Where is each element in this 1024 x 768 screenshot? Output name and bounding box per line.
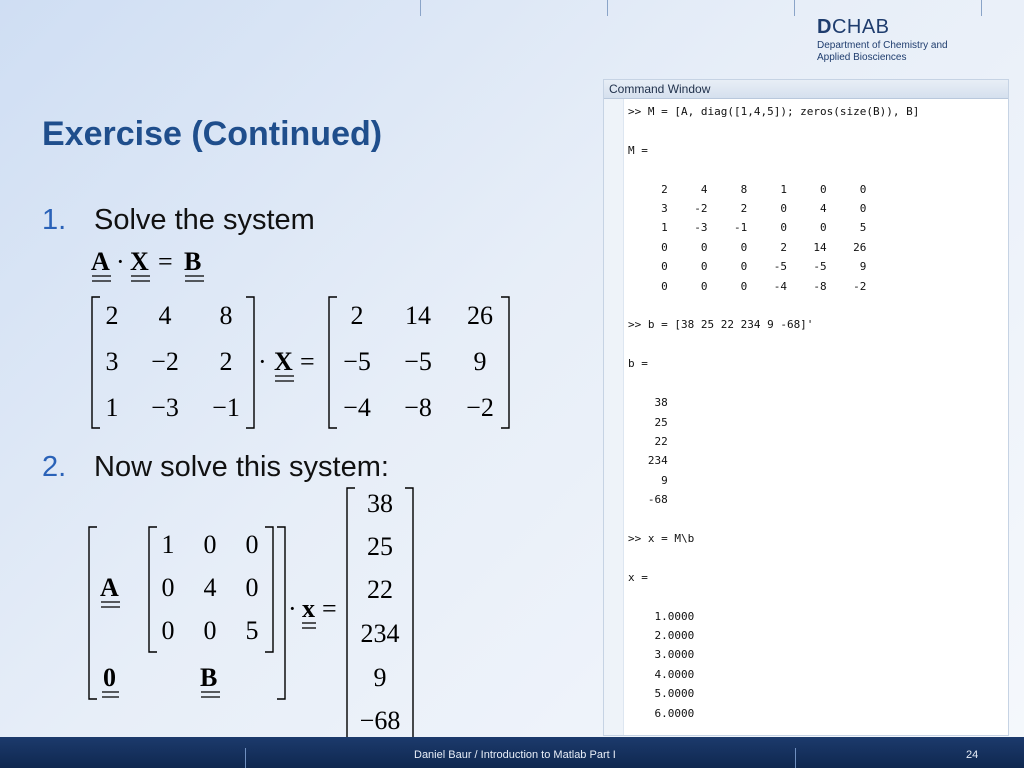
svg-text:−2: −2	[151, 347, 179, 376]
svg-text:4: 4	[158, 301, 172, 330]
block-B: B	[200, 663, 218, 692]
eq3-equals: =	[322, 594, 337, 623]
svg-text:9: 9	[373, 663, 387, 692]
eq1-A: A	[91, 247, 110, 276]
footer-bar	[0, 737, 1024, 768]
block-A: A	[100, 573, 119, 602]
svg-text:2: 2	[350, 301, 364, 330]
command-window[interactable]	[603, 79, 1009, 736]
svg-text:26: 26	[467, 301, 493, 330]
svg-text:−3: −3	[151, 393, 179, 422]
footer-text: Daniel Baur / Introduction to Matlab Part I	[414, 749, 616, 761]
svg-text:9: 9	[473, 347, 487, 376]
rhs-vector	[360, 489, 401, 735]
command-output: >> M = [A, diag([1,4,5]); zeros(size(B)), B] M = 2 4 8 1 0 0 3 -2 2 0 4 0 1 -3 -1 0 0 5 0 0 0 2 14 26 0 0 0 -5 -5 9 0 0 0 -4 -8 -2 >> b = [38 25 22 234 9 -68]' b = 38 25 22 234 9 -68 >> x = M\b x = 1.0000 2.0000 3.0000 4.0000 5.0000 6.0000	[628, 105, 920, 720]
command-window-gutter	[604, 99, 624, 735]
block-zero: 0	[103, 663, 116, 692]
svg-text:8: 8	[219, 301, 233, 330]
institution-logo	[817, 16, 948, 63]
logo-subtitle-1: Department of Chemistry and	[817, 40, 948, 51]
top-tick	[981, 0, 982, 16]
logo-mark: DCHAB	[817, 16, 890, 38]
svg-text:1: 1	[161, 530, 175, 559]
rhs-vector-brackets	[347, 488, 413, 738]
top-tick	[794, 0, 795, 16]
top-tick	[607, 0, 608, 16]
svg-text:1: 1	[105, 393, 119, 422]
svg-text:−68: −68	[359, 706, 401, 735]
svg-text:−8: −8	[404, 393, 432, 422]
block-matrix	[100, 573, 217, 692]
svg-text:5: 5	[245, 616, 259, 645]
svg-text:0: 0	[161, 616, 175, 645]
list-item-text: Solve the system	[94, 204, 315, 236]
list-number: 2.	[42, 451, 67, 483]
list-number: 1.	[42, 204, 67, 236]
eq1-B: B	[184, 247, 202, 276]
svg-text:2: 2	[219, 347, 233, 376]
slide-title: Exercise (Continued)	[42, 115, 383, 153]
svg-text:25: 25	[367, 532, 393, 561]
matrix-B	[343, 301, 494, 422]
svg-text:−4: −4	[343, 393, 371, 422]
matrix-A	[106, 301, 240, 422]
footer-separator	[245, 748, 246, 768]
svg-text:22: 22	[367, 575, 393, 604]
svg-text:0: 0	[245, 530, 259, 559]
svg-text:3: 3	[105, 347, 119, 376]
list-item-text: Now solve this system:	[94, 451, 389, 483]
vector-x: x	[302, 594, 315, 623]
svg-text:0: 0	[161, 573, 175, 602]
svg-text:14: 14	[405, 301, 431, 330]
svg-text:234: 234	[360, 619, 400, 648]
eq1-X: X	[130, 247, 149, 276]
eq2-X: X	[274, 347, 293, 376]
svg-text:−1: −1	[212, 393, 240, 422]
eq1-equals: =	[158, 247, 173, 276]
svg-text:0: 0	[203, 530, 217, 559]
command-window-title: Command Window	[604, 80, 1008, 99]
svg-text:0: 0	[245, 573, 259, 602]
diag-matrix	[162, 530, 259, 645]
svg-text:4: 4	[203, 573, 217, 602]
eq1-dot: ·	[116, 247, 125, 276]
logo-subtitle-2: Applied Biosciences	[817, 52, 907, 63]
footer-separator	[795, 748, 796, 768]
eq2-dot: ·	[258, 347, 267, 376]
svg-text:−5: −5	[404, 347, 432, 376]
svg-text:0: 0	[203, 616, 217, 645]
svg-text:38: 38	[367, 489, 393, 518]
svg-text:−2: −2	[466, 393, 494, 422]
svg-text:2: 2	[105, 301, 119, 330]
eq2-equals: =	[300, 347, 315, 376]
eq3-dot: ·	[288, 594, 297, 623]
svg-text:−5: −5	[343, 347, 371, 376]
page-number: 24	[966, 749, 979, 761]
